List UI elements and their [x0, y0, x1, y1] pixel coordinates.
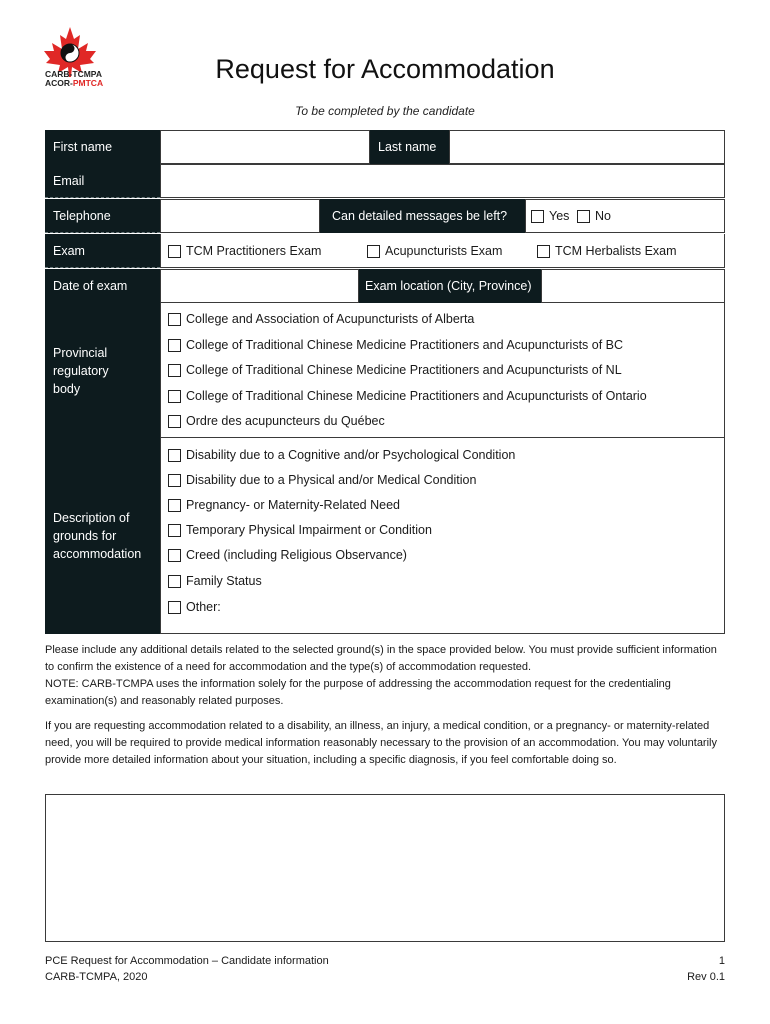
footer-org-year: CARB-TCMPA, 2020: [45, 971, 148, 983]
regulatory-label-text: Provincial regulatory body: [53, 345, 109, 396]
date-location-row: [45, 269, 725, 303]
date-of-exam-label: Date of exam: [45, 269, 160, 303]
grounds-option-label: Other:: [186, 600, 221, 614]
regulatory-checkbox[interactable]: [168, 415, 181, 428]
instructions-text: Please include any additional details related to the selected ground(s) in the space provided below. You must provide sufficient information to confirm the existence of a need for accommodation and the type(s) of accommodation requested.: [45, 644, 717, 673]
footer-left: [45, 953, 329, 985]
medical-info-paragraph: If you are requesting accommodation related to a disability, an illness, an injury, a medical condition, or a pregnancy- or maternity-related need, you will be required to provide medical information reasonably necessary to the provision of an accommodation. You may voluntarily provide more detailed information about your situation, including a specific diagnosis, if you feel comfortable doing so.: [45, 720, 717, 766]
logo-line-2a: ACOR-: [45, 78, 73, 88]
first-name-label: First name: [45, 130, 160, 164]
grounds-checkbox[interactable]: [168, 499, 181, 512]
exam-option-label: TCM Herbalists Exam: [555, 244, 677, 258]
exam-option-label: Acupuncturists Exam: [385, 244, 503, 258]
no-label: No: [595, 209, 611, 223]
exam-option-acupuncturists[interactable]: [367, 244, 502, 258]
grounds-option-cognitive[interactable]: [168, 448, 515, 462]
exam-option-label: TCM Practitioners Exam: [186, 244, 322, 258]
instructions-note: NOTE: CARB-TCMPA uses the information solely for the purpose of addressing the accommodation request for the credentialing examination(s) and reasonably related purposes.: [45, 678, 671, 707]
regulatory-option-alberta[interactable]: [168, 312, 474, 326]
grounds-option-pregnancy[interactable]: [168, 498, 400, 512]
regulatory-option-quebec[interactable]: [168, 414, 385, 428]
grounds-option-label: Disability due to a Physical and/or Medical Condition: [186, 473, 477, 487]
last-name-label: Last name: [370, 130, 449, 164]
yes-checkbox[interactable]: [531, 210, 544, 223]
grounds-option-other[interactable]: [168, 600, 221, 614]
regulatory-option-bc[interactable]: [168, 338, 623, 352]
regulatory-label: [45, 303, 160, 438]
regulatory-option-nl[interactable]: [168, 363, 622, 377]
exam-checkbox[interactable]: [367, 245, 380, 258]
email-label: Email: [45, 164, 160, 198]
footer-right: [687, 953, 725, 985]
exam-location-label: Exam location (City, Province): [359, 269, 541, 303]
page-title: Request for Accommodation: [215, 54, 555, 84]
first-name-field[interactable]: [160, 130, 370, 164]
regulatory-option-label: College of Traditional Chinese Medicine Practitioners and Acupuncturists of NL: [186, 363, 622, 377]
grounds-option-family[interactable]: [168, 574, 262, 588]
logo-line-1: CARB-TCMPA: [45, 69, 102, 79]
regulatory-option-label: College of Traditional Chinese Medicine Practitioners and Acupuncturists of Ontario: [186, 389, 647, 403]
footer-doc-title: PCE Request for Accommodation – Candidate information: [45, 955, 329, 967]
last-name-field[interactable]: [449, 130, 725, 164]
logo-line-2b: PMTCA: [72, 78, 104, 88]
grounds-checkbox[interactable]: [168, 601, 181, 614]
exam-location-field[interactable]: [541, 269, 725, 303]
grounds-option-label: Family Status: [186, 574, 262, 588]
email-row: [45, 164, 725, 198]
exam-option-tcm-practitioners[interactable]: [168, 244, 321, 258]
grounds-checkbox[interactable]: [168, 549, 181, 562]
telephone-label: Telephone: [45, 199, 160, 233]
exam-label: Exam: [45, 234, 160, 268]
no-option[interactable]: [577, 209, 611, 223]
footer-revision: Rev 0.1: [687, 971, 725, 983]
regulatory-option-ontario[interactable]: [168, 389, 647, 403]
grounds-option-label: Pregnancy- or Maternity-Related Need: [186, 498, 400, 512]
email-field[interactable]: [160, 164, 725, 198]
grounds-option-label: Disability due to a Cognitive and/or Psychological Condition: [186, 448, 516, 462]
regulatory-checkbox[interactable]: [168, 364, 181, 377]
yes-label: Yes: [549, 209, 570, 223]
exam-checkbox[interactable]: [168, 245, 181, 258]
grounds-option-label: Creed (including Religious Observance): [186, 548, 407, 562]
name-row: [45, 130, 725, 164]
grounds-checkbox[interactable]: [168, 524, 181, 537]
exam-option-tcm-herbalists[interactable]: [537, 244, 677, 258]
yes-option[interactable]: [531, 209, 569, 223]
footer-page-number: 1: [718, 955, 725, 967]
grounds-label-text: Description of grounds for accommodation: [53, 511, 142, 561]
telephone-field[interactable]: [160, 199, 320, 233]
instructions-paragraph: [45, 642, 725, 710]
exam-checkbox[interactable]: [537, 245, 550, 258]
grounds-checkbox[interactable]: [168, 575, 181, 588]
regulatory-checkbox[interactable]: [168, 339, 181, 352]
telephone-row: [45, 199, 725, 233]
grounds-checkbox[interactable]: [168, 474, 181, 487]
messages-label: Can detailed messages be left?: [320, 199, 525, 233]
grounds-option-label: Temporary Physical Impairment or Condition: [186, 523, 432, 537]
grounds-label: [45, 438, 160, 634]
date-of-exam-field[interactable]: [160, 269, 359, 303]
regulatory-option-label: College of Traditional Chinese Medicine Practitioners and Acupuncturists of BC: [186, 338, 624, 352]
regulatory-checkbox[interactable]: [168, 390, 181, 403]
grounds-option-temporary[interactable]: [168, 523, 432, 537]
grounds-checkbox[interactable]: [168, 449, 181, 462]
page-subtitle: To be completed by the candidate: [295, 104, 475, 118]
additional-details-field[interactable]: [45, 794, 725, 942]
no-checkbox[interactable]: [577, 210, 590, 223]
grounds-option-creed[interactable]: [168, 548, 407, 562]
grounds-option-physical[interactable]: [168, 473, 476, 487]
regulatory-checkbox[interactable]: [168, 313, 181, 326]
regulatory-option-label: Ordre des acupuncteurs du Québec: [186, 414, 385, 428]
regulatory-option-label: College and Association of Acupuncturists of Alberta: [186, 312, 475, 326]
